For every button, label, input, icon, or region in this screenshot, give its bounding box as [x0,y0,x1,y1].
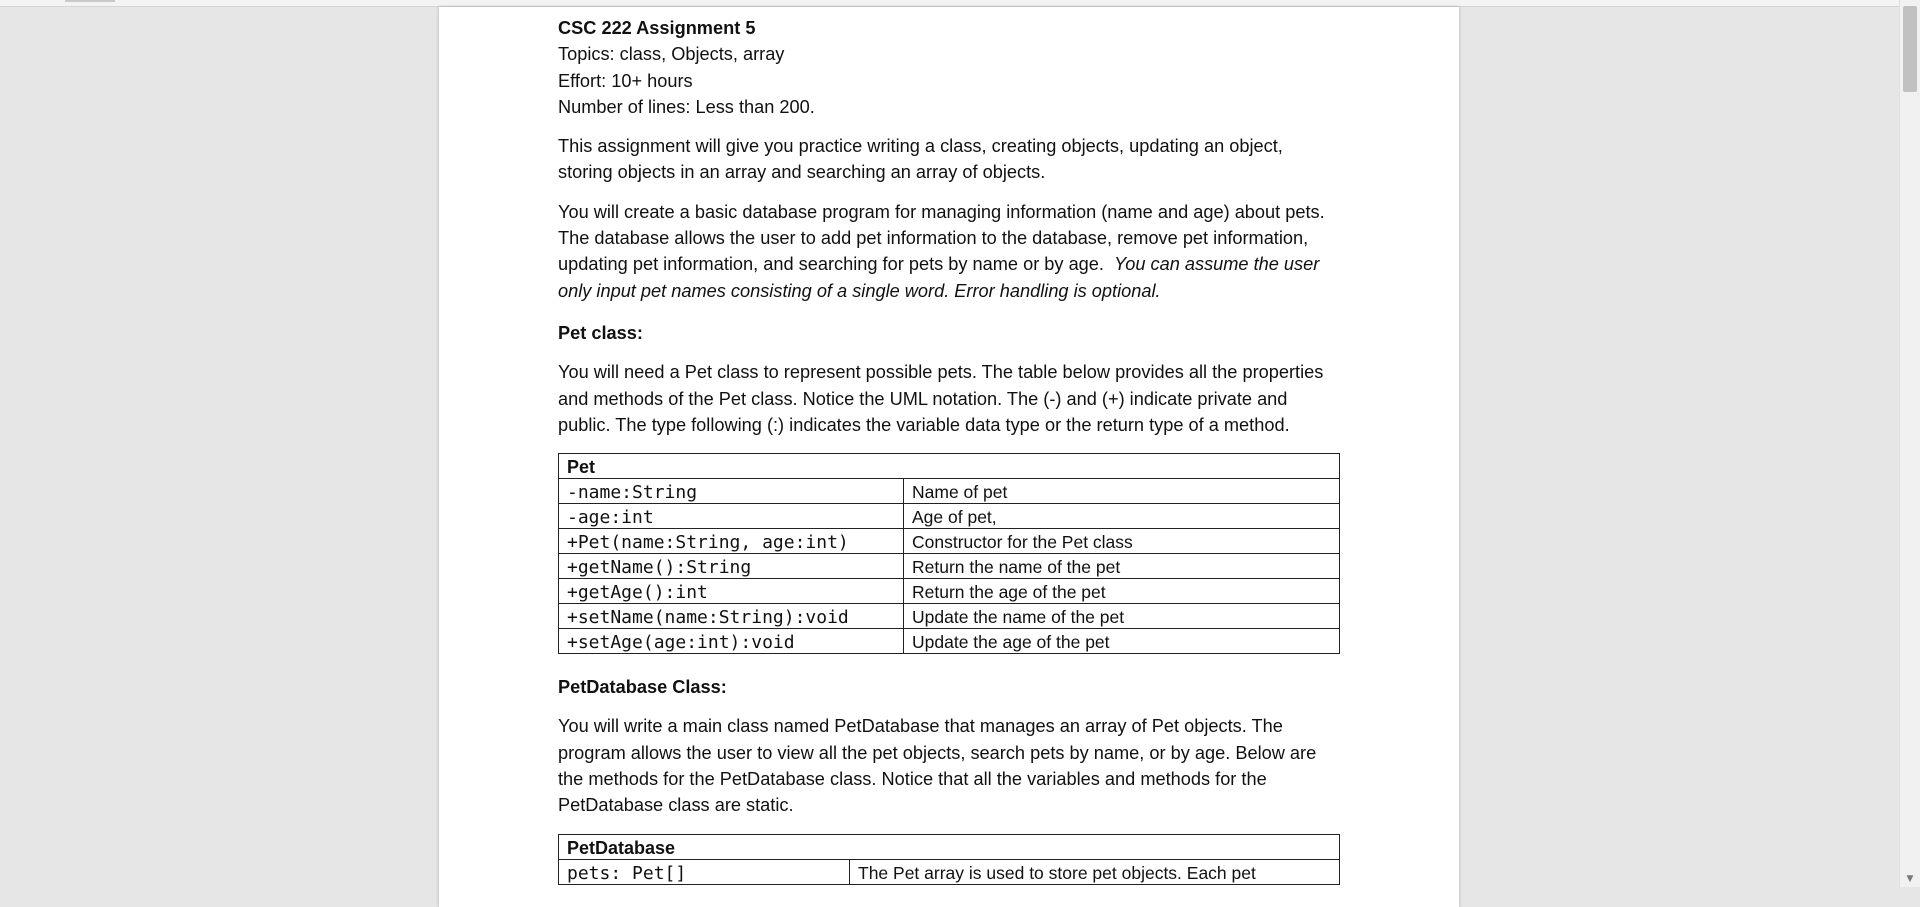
petdatabase-paragraph [558,713,1348,818]
vertical-scrollbar[interactable] [1899,0,1920,887]
table-header-row [559,834,1340,859]
paragraph-italic-text: You can assume the user [1114,254,1320,275]
table-title: PetDatabase [559,834,1340,859]
table-header-row [559,454,1340,479]
paragraph-line: public. The type following (:) indicates the variable data type or the return type of a method. [558,414,1290,435]
table-row [559,859,1340,884]
paragraph-line [558,251,1348,277]
paragraph-italic-line: only input pet names consisting of a single word. Error handling is optional. [558,280,1161,301]
intro-paragraph [558,133,1348,186]
pet-class-paragraph [558,359,1348,438]
assignment-header [558,15,1348,120]
table-cell-member: -name:String [559,479,904,504]
table-row [559,529,1340,554]
table-cell-member: +setAge(age:int):void [559,629,904,654]
document-content [558,15,1348,885]
table-title: Pet [559,454,1340,479]
paragraph-line: storing objects in an array and searching an array of objects. [558,162,1046,183]
assignment-title: CSC 222 Assignment 5 [558,18,756,38]
table-cell-description: Update the age of the pet [904,629,1340,654]
paragraph-line: the methods for the PetDatabase class. Notice that all the variables and methods for the [558,769,1267,790]
database-description-paragraph [558,199,1348,304]
table-cell-description: Name of pet [904,479,1340,504]
table-row [559,504,1340,529]
paragraph-line: and methods of the Pet class. Notice the UML notation. The (-) and (+) indicate private and [558,388,1288,409]
pet-class-heading: Pet class: [558,322,643,343]
table-cell-description: The Pet array is used to store pet objects. Each pet [850,859,1340,884]
paragraph-line: You will need a Pet class to represent possible pets. The table below provides all the properties [558,362,1324,383]
table-cell-description: Constructor for the Pet class [904,529,1340,554]
scrollbar-thumb[interactable] [1903,6,1917,92]
table-row [559,554,1340,579]
table-cell-member: +setName(name:String):void [559,604,904,629]
top-toolbar-strip [0,0,1900,7]
paragraph-line: PetDatabase class are static. [558,795,794,816]
petdatabase-uml-table [558,834,1340,885]
table-row [559,479,1340,504]
table-cell-member: +getName():String [559,554,904,579]
paragraph-line: This assignment will give you practice writing a class, creating objects, updating an object, [558,136,1283,157]
scroll-down-arrow-icon[interactable]: ▼ [1906,874,1914,884]
paragraph-line: You will create a basic database program for managing information (name and age) about pets. [558,201,1325,222]
assignment-topics: Topics: class, Objects, array [558,44,785,65]
paragraph-text: updating pet information, and searching for pets by name or by age. [558,254,1115,275]
table-row [559,604,1340,629]
table-cell-member: -age:int [559,504,904,529]
paragraph-line: program allows the user to view all the pet objects, search pets by name, or by age. Below are [558,742,1317,763]
paragraph-line: You will write a main class named PetDatabase that manages an array of Pet objects. The [558,716,1283,737]
table-cell-description: Update the name of the pet [904,604,1340,629]
toolbar-tab-indicator [65,0,115,2]
table-cell-description: Age of pet, [904,504,1340,529]
table-row [559,579,1340,604]
pet-uml-table [558,453,1340,654]
paragraph-line: The database allows the user to add pet information to the database, remove pet information, [558,228,1309,249]
assignment-effort: Effort: 10+ hours [558,70,693,91]
table-cell-member: pets: Pet[] [559,859,850,884]
assignment-line-count: Number of lines: Less than 200. [558,96,815,117]
petdatabase-class-heading: PetDatabase Class: [558,677,727,698]
table-cell-description: Return the age of the pet [904,579,1340,604]
table-row [559,629,1340,654]
table-cell-description: Return the name of the pet [904,554,1340,579]
document-page [439,7,1459,907]
table-cell-member: +Pet(name:String, age:int) [559,529,904,554]
table-cell-member: +getAge():int [559,579,904,604]
